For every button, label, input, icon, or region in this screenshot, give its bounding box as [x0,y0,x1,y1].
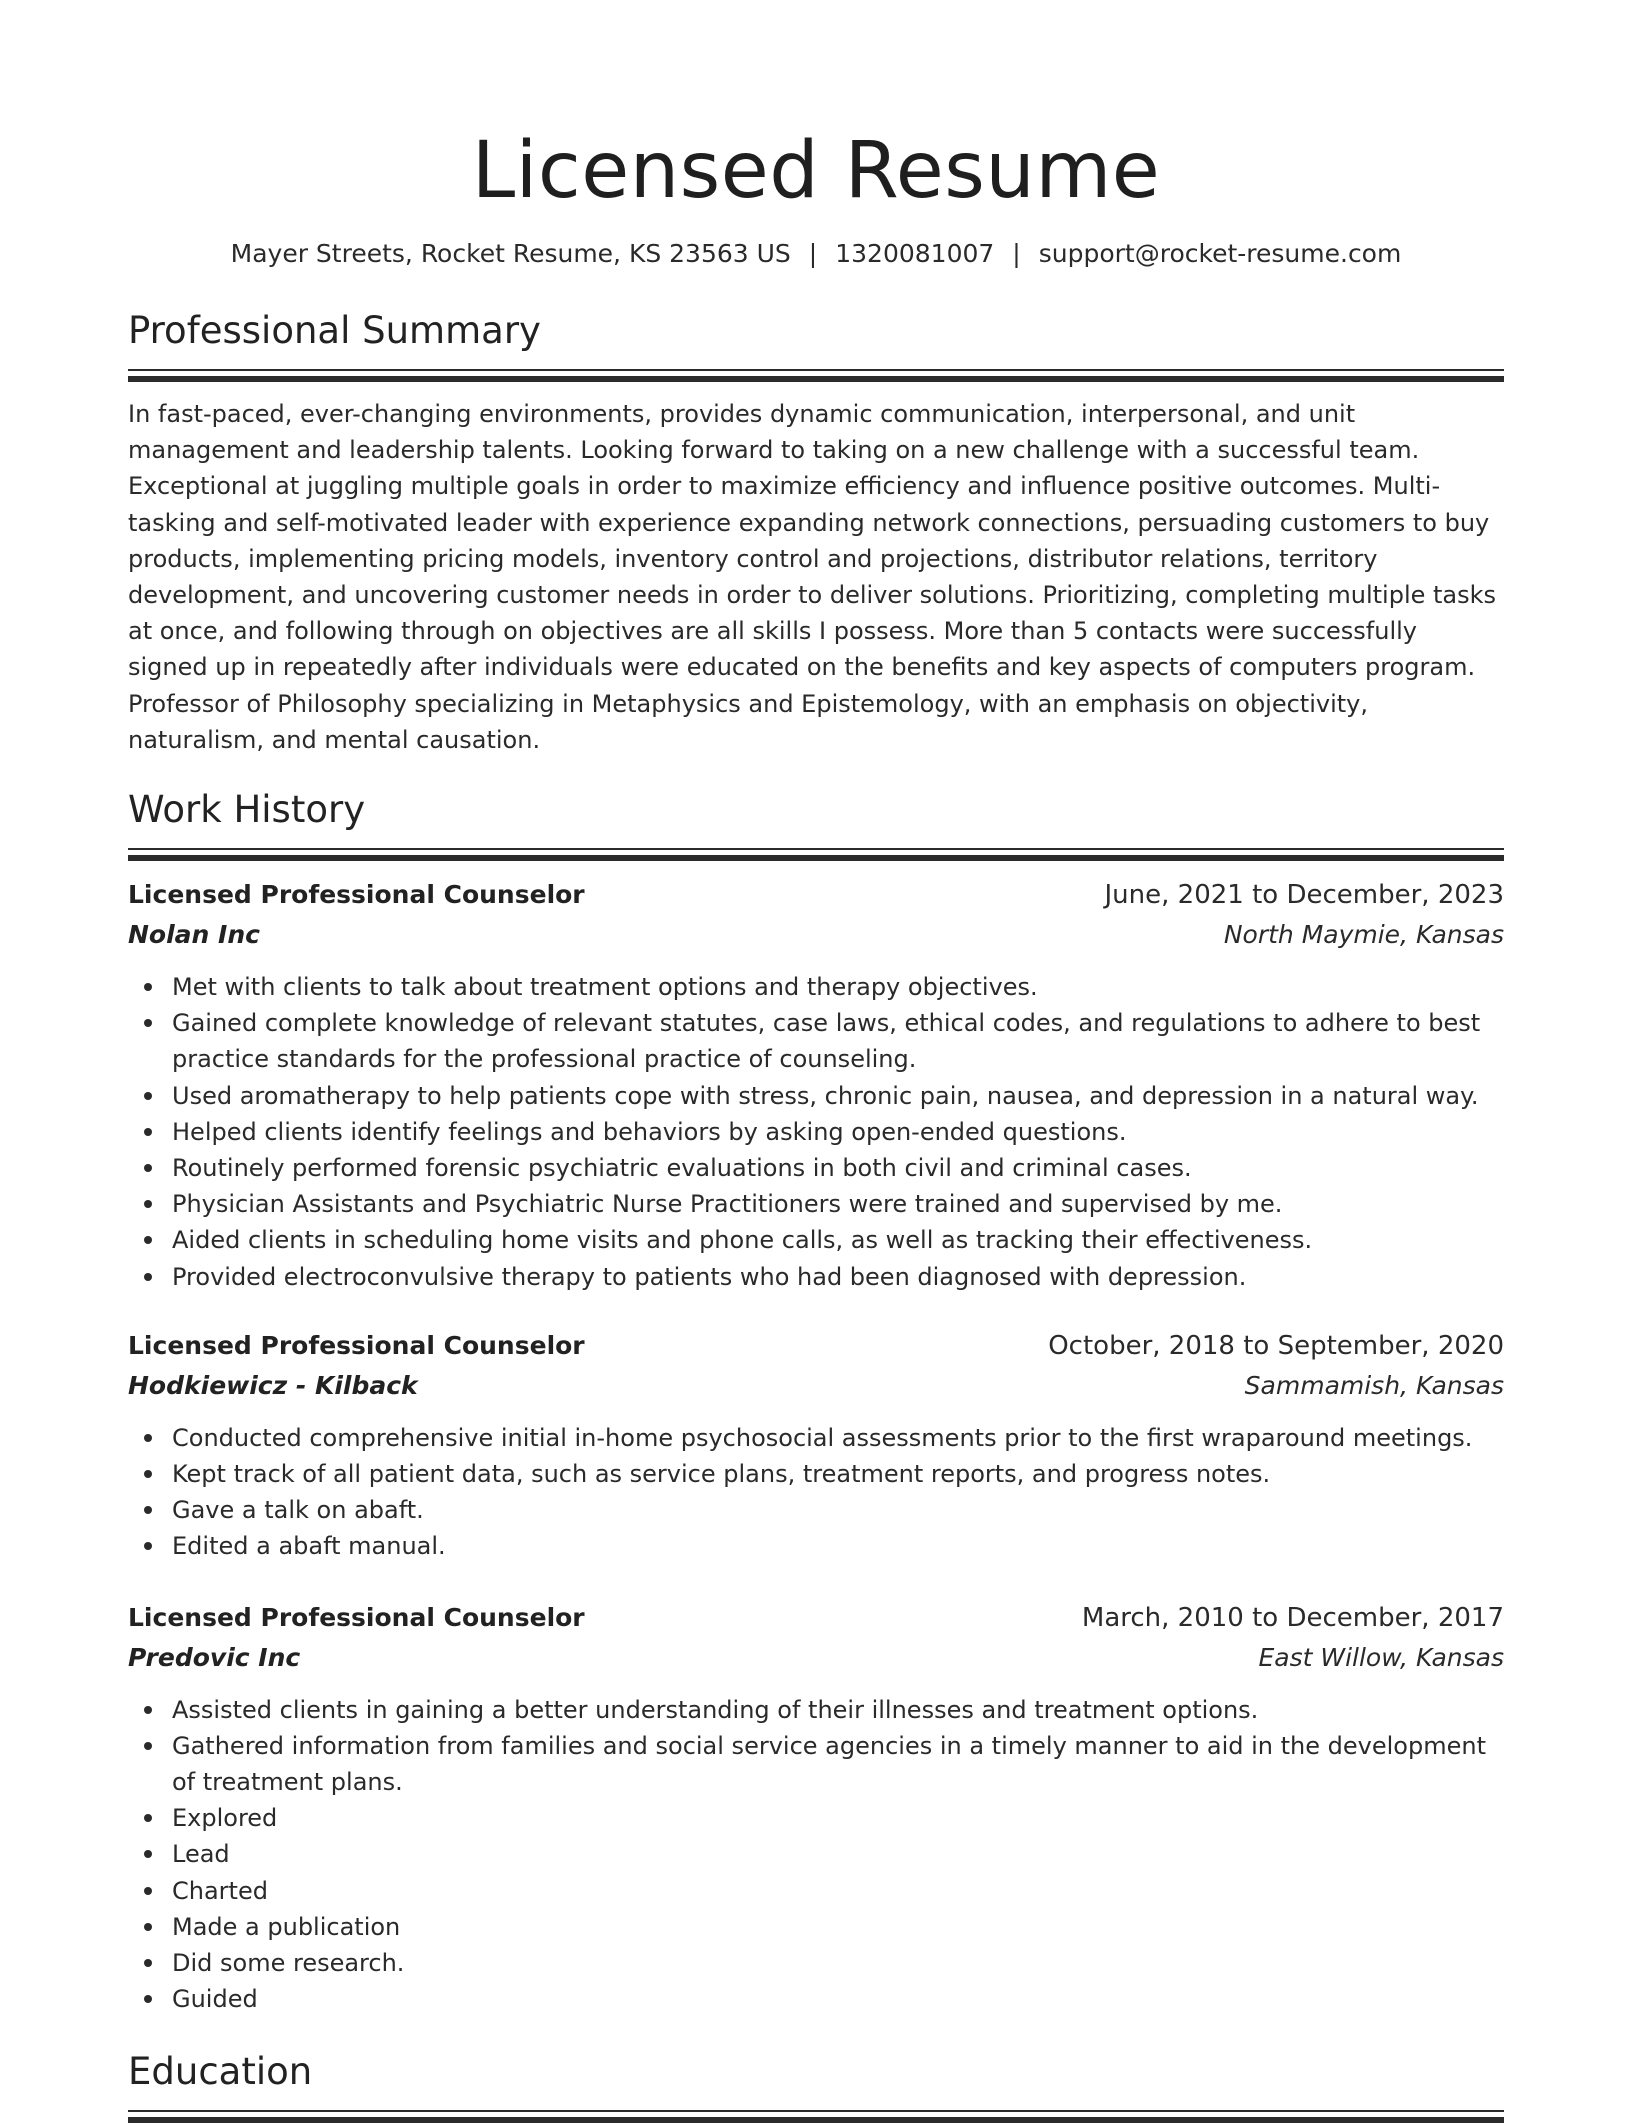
job-bullet: Physician Assistants and Psychiatric Nurse Practitioners were trained and supervised by me. [128,1186,1504,1222]
job-bullet: Guided [128,1981,1504,2017]
education-section [128,2048,1504,2123]
job-bullet: Explored [128,1800,1504,1836]
section-title-summary: Professional Summary [128,309,541,352]
job-dates: June, 2021 to December, 2023 [1104,880,1504,911]
job-bullet: Aided clients in scheduling home visits and phone calls, as well as tracking their effectiveness. [128,1222,1504,1258]
job-bullets [128,969,1504,1295]
job-entry [128,875,1504,1295]
contact-address: Mayer Streets, Rocket Resume, KS 23563 US [230,239,791,268]
resume-name: Licensed Resume [471,126,1161,216]
job-bullet: Gave a talk on abaft. [128,1492,1504,1528]
job-bullet: Gained complete knowledge of relevant statutes, case laws, ethical codes, and regulations to adhere to best practice standards for the professional practice of counseling. [128,1005,1504,1077]
job-bullet: Provided electroconvulsive therapy to patients who had been diagnosed with depression. [128,1259,1504,1295]
job-dates: October, 2018 to September, 2020 [1048,1330,1504,1361]
contact-email: support@rocket-resume.com [1038,239,1402,268]
job-company: Predovic Inc [128,1642,301,1672]
job-bullet: Charted [128,1873,1504,1909]
contact-phone: 1320081007 [835,239,995,268]
job-bullets [128,1420,1504,1565]
job-bullet: Kept track of all patient data, such as service plans, treatment reports, and progress notes. [128,1456,1504,1492]
job-bullet: Edited a abaft manual. [128,1528,1504,1564]
job-bullet: Lead [128,1836,1504,1872]
job-bullet: Gathered information from families and social service agencies in a timely manner to aid in the development of treatment plans. [128,1728,1504,1800]
job-title: Licensed Professional Counselor [128,880,585,910]
job-entry [128,1598,1504,2018]
job-bullet: Met with clients to talk about treatment options and therapy objectives. [128,969,1504,1005]
job-bullet: Did some research. [128,1945,1504,1981]
job-location: East Willow, Kansas [1258,1642,1504,1672]
resume-content [128,0,1504,2123]
job-location: North Maymie, Kansas [1223,920,1504,950]
summary-text: In fast-paced, ever-changing environments, provides dynamic communication, interpersonal, and unit management and leadership talents. Looking forward to taking on a new challenge with a successful team. Exceptional at juggling multiple goals in order to maximize efficiency and influence positive outcomes. Multi-tasking and self-motivated leader with experience expanding network connections, persuading customers to buy products, implementing pricing models, inventory control and projections, distributor relations, territory development, and uncovering customer needs in order to deliver solutions. Prioritizing, completing multiple tasks at once, and following through on objectives are all skills I possess. More than 5 contacts were successfully signed up in repeatedly after individuals were educated on the benefits and key aspects of computers program. Professor of Philosophy specializing in Metaphysics and Epistemology, with an emphasis on objectivity, naturalism, and mental causation. [128,400,1497,754]
contact-separator: | [808,239,818,268]
job-company: Nolan Inc [128,920,260,950]
job-title: Licensed Professional Counselor [128,1602,585,1632]
job-bullet: Assisted clients in gaining a better understanding of their illnesses and treatment options. [128,1692,1504,1728]
summary-section [128,307,1504,758]
job-dates: March, 2010 to December, 2017 [1081,1602,1504,1633]
job-bullet: Helped clients identify feelings and behaviors by asking open-ended questions. [128,1114,1504,1150]
job-bullets [128,1692,1504,2018]
section-divider [128,2110,1504,2123]
work-history-section [128,786,1504,2017]
job-bullet: Used aromatherapy to help patients cope with stress, chronic pain, nausea, and depression in a natural way. [128,1078,1504,1114]
section-divider [128,848,1504,861]
job-location: Sammamish, Kansas [1244,1370,1504,1400]
section-title-education: Education [128,2049,313,2093]
job-bullet: Conducted comprehensive initial in-home psychosocial assessments prior to the first wraparound meetings. [128,1420,1504,1456]
job-company: Hodkiewicz - Kilback [128,1370,418,1400]
contact-separator: | [1012,239,1021,268]
job-bullet: Routinely performed forensic psychiatric evaluations in both civil and criminal cases. [128,1150,1504,1186]
contact-line [128,237,1504,271]
job-bullet: Made a publication [128,1909,1504,1945]
job-entry [128,1326,1504,1565]
section-title-work-history: Work History [128,788,366,832]
job-title: Licensed Professional Counselor [128,1330,585,1360]
section-divider [128,369,1504,382]
